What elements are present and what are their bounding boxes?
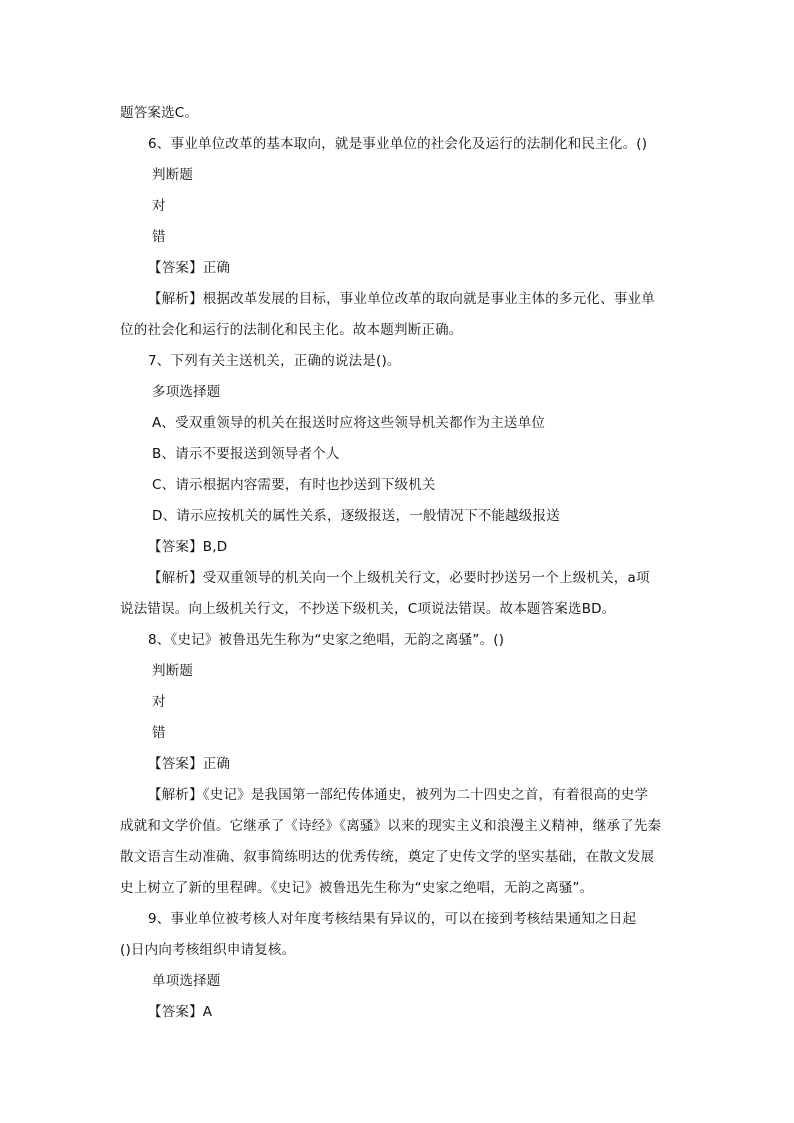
answer-line: 【答案】B,D (148, 539, 228, 555)
option-false: 错 (152, 229, 166, 245)
question-type: 单项选择题 (152, 973, 221, 989)
question-7: 7、下列有关主送机关，正确的说法是()。 (148, 353, 401, 369)
analysis-line: 史上树立了新的里程碑。《史记》被鲁迅先生称为“史家之绝唱，无韵之离骚”。 (120, 880, 594, 896)
question-type: 判断题 (152, 167, 194, 183)
question-9-cont: ()日内向考核组织申请复核。 (120, 942, 296, 958)
option-true: 对 (152, 694, 166, 710)
analysis-line: 散文语言生动准确、叙事简练明达的优秀传统，奠定了史传文学的坚实基础，在散文发展 (120, 849, 655, 865)
question-9: 9、事业单位被考核人对年度考核结果有异议的，可以在接到考核结果通知之日起 (148, 911, 637, 927)
analysis-line: 位的社会化和运行的法制化和民主化。故本题判断正确。 (120, 322, 463, 338)
answer-line: 【答案】正确 (148, 756, 231, 772)
option-a: A、受双重领导的机关在报送时应将这些领导机关都作为主送单位 (152, 415, 546, 431)
option-true: 对 (152, 198, 166, 214)
option-c: C、请示根据内容需要，有时也抄送到下级机关 (152, 477, 436, 493)
option-d: D、请示应按机关的属性关系，逐级报送，一般情况下不能越级报送 (152, 508, 560, 524)
option-false: 错 (152, 725, 166, 741)
analysis-line: 成就和文学价值。它继承了《诗经》《离骚》以来的现实主义和浪漫主义精神，继承了先秦 (120, 818, 662, 834)
answer-line: 【答案】正确 (148, 260, 231, 276)
analysis-line: 【解析】《史记》是我国第一部纪传体通史，被列为二十四史之首，有着很高的史学 (148, 787, 649, 803)
analysis-line: 说法错误。向上级机关行文，不抄送下级机关，C项说法错误。故本题答案选BD。 (120, 601, 616, 617)
analysis-line: 【解析】根据改革发展的目标，事业单位改革的取向就是事业主体的多元化、事业单 (148, 291, 655, 307)
question-type: 多项选择题 (152, 384, 221, 400)
analysis-line: 【解析】受双重领导的机关向一个上级机关行文，必要时抄送另一个上级机关，a项 (148, 570, 650, 586)
question-8: 8、《史记》被鲁迅先生称为“史家之绝唱，无韵之离骚”。() (148, 632, 505, 648)
answer-line: 【答案】A (148, 1004, 213, 1020)
text-line: 题答案选C。 (120, 105, 199, 121)
question-6: 6、事业单位改革的基本取向，就是事业单位的社会化及运行的法制化和民主化。() (148, 136, 648, 152)
question-type: 判断题 (152, 663, 194, 679)
option-b: B、请示不要报送到领导者个人 (152, 446, 340, 462)
